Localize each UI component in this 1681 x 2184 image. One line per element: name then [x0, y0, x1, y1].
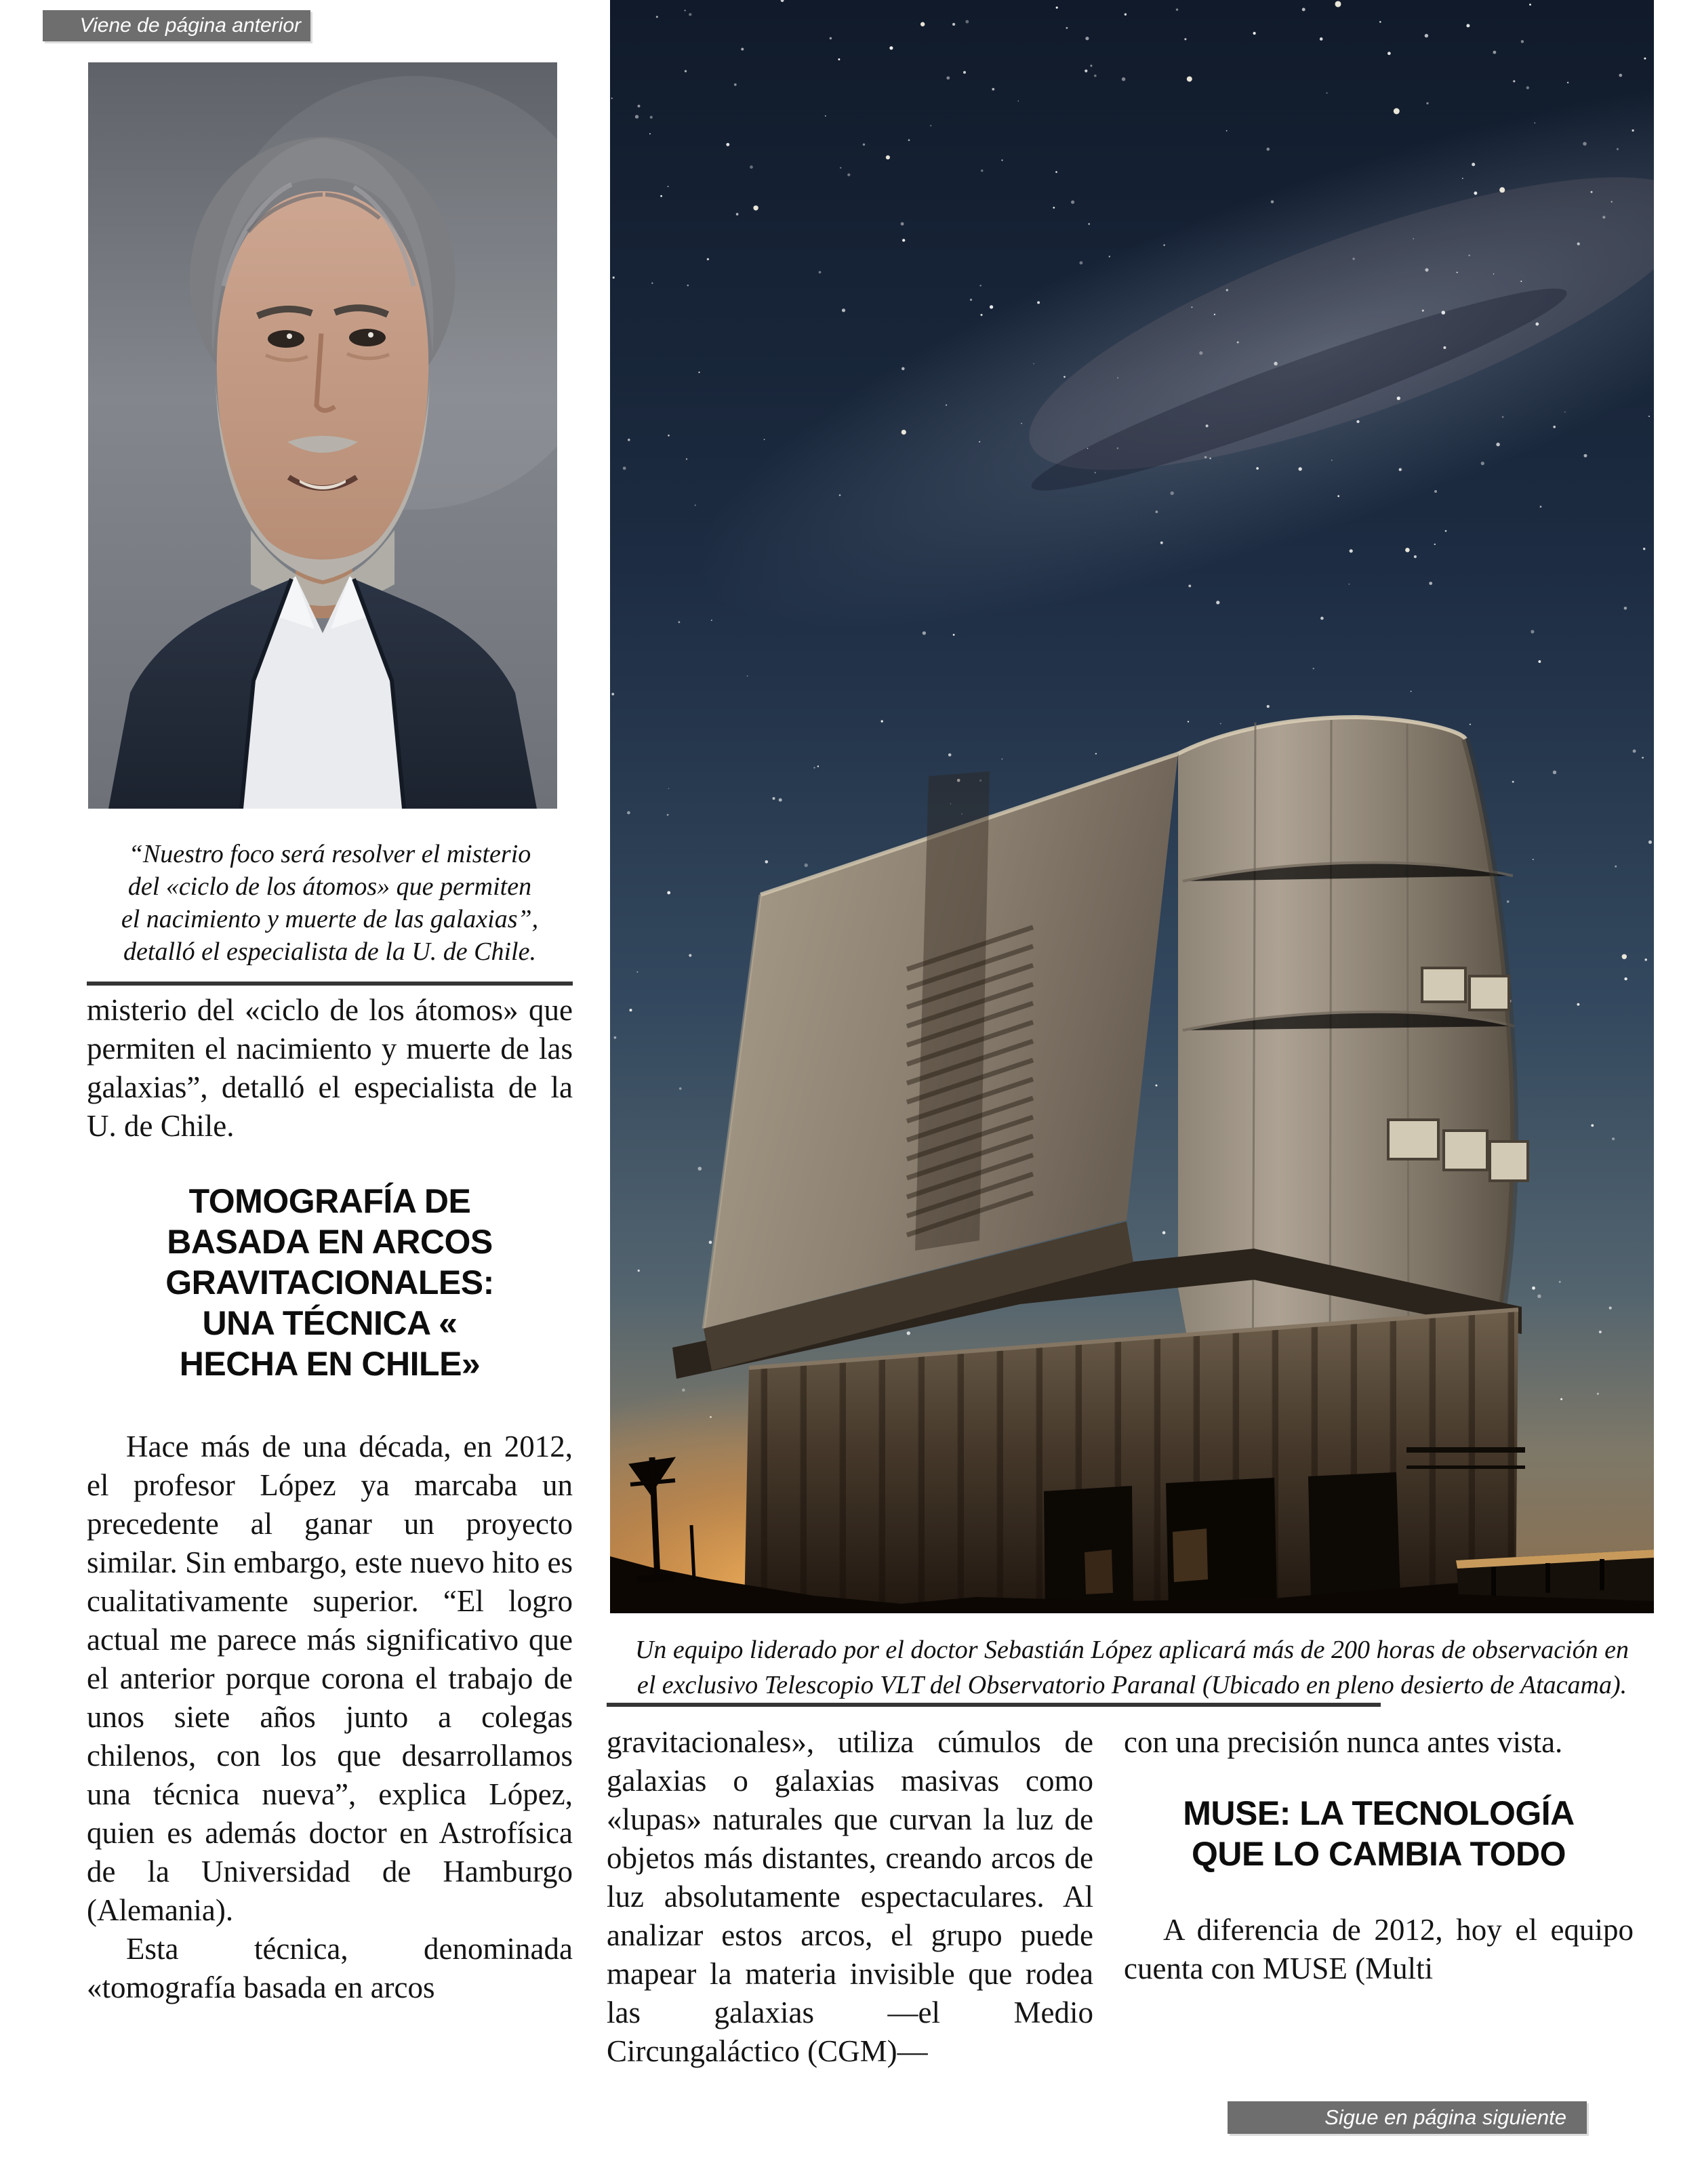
caption-divider-rule — [87, 982, 573, 986]
telescope-caption-line: el exclusivo Telescopio VLT del Observatorio Paranal (Ubicado en pleno desierto de Atacama). — [636, 1671, 1627, 1699]
paragraph: misterio del «ciclo de los átomos» que permiten el nacimiento y muerte de las galaxias”, detalló el especialista de la U. de Chile. — [87, 993, 573, 1143]
paragraph: con una precisión nunca antes vista. — [1124, 1725, 1563, 1759]
paragraph: gravitacionales», utiliza cúmulos de galaxias o galaxias masivas como «lupas» naturales que curvan la luz de objetos más distantes, creando arcos de luz absolutamente espectaculares. Al analizar estos arcos, el grupo puede mapear la materia invisible que rodea las galaxias —el Medio Circungaláctico (CGM)— — [607, 1725, 1093, 2068]
telescope-caption — [610, 1632, 1654, 1703]
article-column-right — [1124, 1723, 1634, 1988]
paragraph: A diferencia de 2012, hoy el equipo cuenta con MUSE (Multi — [1124, 1913, 1634, 1985]
paragraph: Esta técnica, denominada «tomografía basada en arcos — [87, 1932, 573, 2004]
portrait-caption-line: “Nuestro foco será resolver el misterio — [128, 840, 531, 868]
heading-line: GRAVITACIONALES: — [165, 1263, 494, 1301]
base-doors — [1044, 1472, 1400, 1612]
article-column-left — [87, 991, 573, 2007]
portrait-illustration — [88, 62, 557, 809]
portrait-caption-line: detalló el especialista de la U. de Chile. — [123, 937, 536, 966]
portrait-photo — [88, 62, 557, 809]
article-column-middle — [607, 1723, 1093, 2071]
portrait-caption-line: el nacimiento y muerte de las galaxias”, — [121, 905, 539, 933]
telescope-illustration — [610, 0, 1654, 1613]
caption-divider-rule — [607, 1703, 1381, 1707]
section-heading-muse — [1124, 1793, 1634, 1874]
continued-from-label: Viene de página anterior — [79, 14, 301, 37]
paragraph: Hace más de una década, en 2012, el profesor López ya marcaba un precedente al ganar un proyecto similar. Sin embargo, este nuevo hito es cualitativamente superior. “El logro actual me parece más significativo que el anterior porque corona el trabajo de unos siete años junto a colegas chilenos, con los que desarrollamos una técnica nueva”, explica López, quien es además doctor en Astrofísica de la Universidad de Hamburgo (Alemania). — [87, 1430, 573, 1927]
heading-line: BASADA EN ARCOS — [167, 1223, 493, 1261]
continues-next-page-banner — [1228, 2101, 1587, 2134]
telescope-photo — [610, 0, 1654, 1613]
continues-next-page-label: Sigue en página siguiente — [1324, 2105, 1566, 2129]
section-heading-tomografia — [87, 1181, 573, 1384]
heading-line: HECHA EN CHILE» — [179, 1345, 481, 1383]
heading-line: QUE LO CAMBIA TODO — [1191, 1835, 1566, 1873]
portrait-caption — [80, 838, 580, 968]
portrait-caption-line: del «ciclo de los átomos» que permiten — [127, 872, 532, 901]
continued-from-banner — [43, 10, 310, 41]
heading-line: MUSE: LA TECNOLOGÍA — [1183, 1794, 1575, 1832]
telescope-caption-line: Un equipo liderado por el doctor Sebastián López aplicará más de 200 horas de observación en — [634, 1636, 1629, 1664]
heading-line: UNA TÉCNICA « — [202, 1304, 458, 1342]
heading-line: TOMOGRAFÍA DE — [188, 1182, 471, 1220]
